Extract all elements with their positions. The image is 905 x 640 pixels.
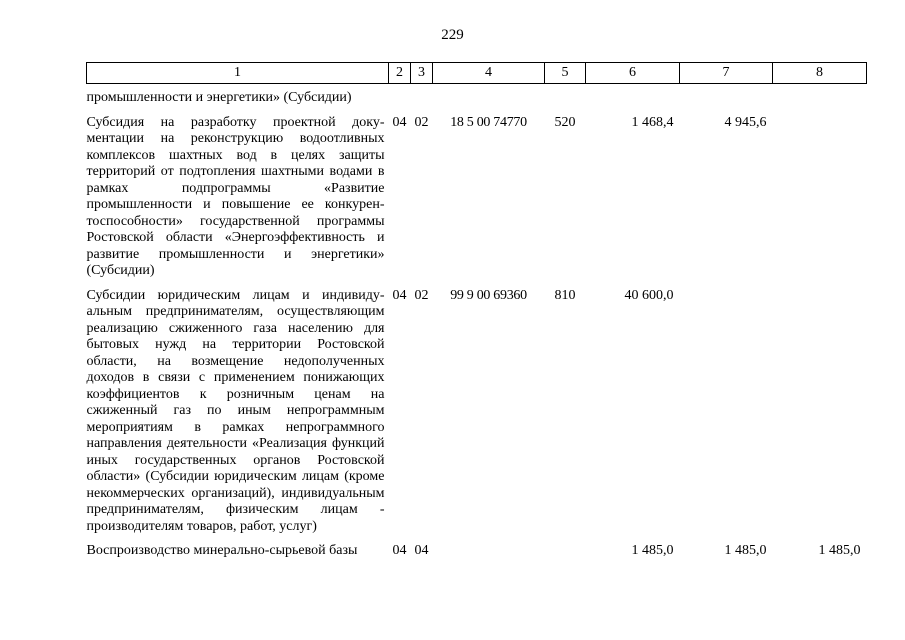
column-header: 3: [411, 63, 433, 84]
table-row: [87, 107, 867, 280]
row-csr: [433, 535, 545, 560]
table-row: [87, 280, 867, 536]
column-header: 5: [545, 63, 586, 84]
row-year3: [773, 84, 867, 107]
page-number: 229: [441, 27, 464, 43]
row-year2: 1 485,0: [724, 543, 767, 558]
row-name: Субсидии юридическим лицам и индивидуальным предпринимателям, осуществляющим реализацию сжиженного газа населению для бытовых нужд на территории Ростовской области, на возмещение недополученных доходов в связи с применением понижающих коэффициентов к розничным ценам на сжиженный газ по иным непрограммным мероприятиям в рамках непрограммного направления деятельности «Реализация функций иных государственных органов Ростовской области» (Субсидии юридическим лицам (кроме некоммерческих организаций), индивидуальным предпринимателям, физическим лицам - производителям товаров, работ, услуг): [86, 287, 385, 534]
row-year1: 1 468,4: [631, 114, 674, 130]
row-year1: [586, 84, 680, 107]
row-name: промышленности и энергетики» (Субсидии): [86, 90, 352, 105]
row-pr: 04: [414, 543, 429, 558]
row-vr: 520: [554, 114, 576, 130]
row-rz: [389, 84, 411, 107]
column-header: 6: [586, 63, 680, 84]
row-year3: [773, 107, 867, 280]
row-year2: [680, 84, 773, 107]
table-row: [87, 535, 867, 560]
table-row: [87, 84, 867, 107]
row-vr: 810: [554, 287, 576, 303]
row-name: Воспроизводство минерально-сырьевой базы: [86, 543, 358, 558]
column-header: 8: [773, 63, 867, 84]
row-csr: 99 9 00 69360: [450, 287, 527, 303]
row-csr: [433, 84, 545, 107]
row-pr: [411, 84, 433, 107]
row-year2: 4 945,6: [724, 114, 767, 130]
row-rz: 04: [392, 543, 407, 558]
row-year1: 40 600,0: [624, 287, 674, 303]
column-header: 7: [680, 63, 773, 84]
budget-table: [86, 62, 866, 560]
column-header: 1: [87, 63, 389, 84]
row-rz: 04: [392, 114, 407, 130]
budget-table-grid: [86, 62, 867, 560]
row-rz: 04: [392, 287, 407, 303]
row-pr: 02: [414, 287, 429, 303]
column-header: 2: [389, 63, 411, 84]
row-vr: [545, 535, 586, 560]
row-name: Субсидия на разработку проектной документации на реконструкцию водоотливных комплексов шахтных вод в целях защиты территорий от подтопления шахтными водами в рамках подпрограммы «Развитие промышленности и повышение ее конкурентоспособности» государственной программы Ростовской области «Энергоэффективность и развитие промышленности и энергетики» (Субсидии): [86, 114, 385, 278]
row-vr: [545, 84, 586, 107]
row-year1: 1 485,0: [631, 543, 674, 558]
row-year3: 1 485,0: [818, 543, 861, 558]
row-csr: 18 5 00 74770: [450, 114, 527, 130]
row-year2: [680, 280, 773, 536]
row-pr: 02: [414, 114, 429, 130]
table-header: [87, 63, 867, 84]
column-header: 4: [433, 63, 545, 84]
row-year3: [773, 280, 867, 536]
